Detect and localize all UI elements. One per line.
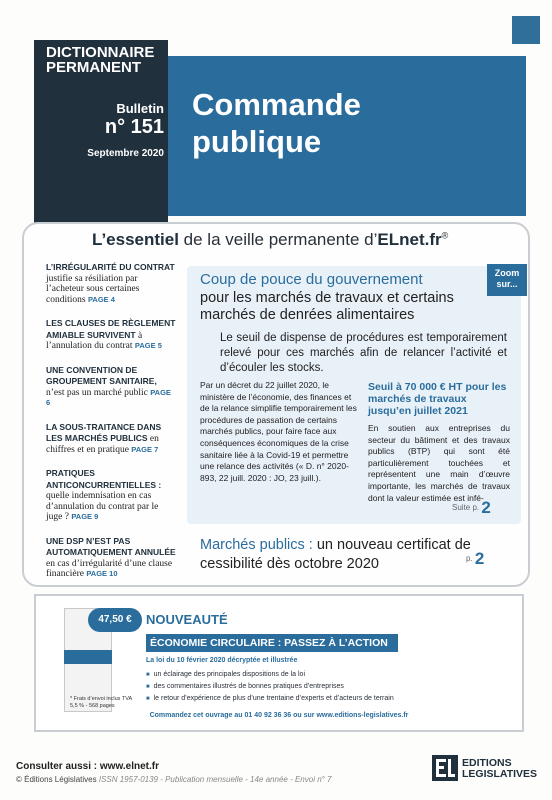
sidebar-item[interactable] xyxy=(46,422,176,456)
sidebar-item[interactable] xyxy=(46,365,176,409)
sidebar-item-page[interactable]: PAGE 9 xyxy=(71,512,99,521)
essentiel-rest: de la veille permanente d’ xyxy=(178,230,378,249)
issn-text: ISSN 1957-0139 - Publication mensuelle - 14e année - Envoi n° 7 xyxy=(96,775,332,784)
zoom-body-right: En soutien aux entreprises du secteur du bâtiment et des travaux publics (BTP) qui sont été particulièrement touchées et représentent une main d’œuvre importante, les marchés de travaux dont la valeur estimée est infé- xyxy=(368,423,510,503)
bulletin-date: Septembre 2020 xyxy=(87,148,164,159)
marches-page: 2 xyxy=(474,549,485,568)
marches-page-label: p. xyxy=(466,554,473,564)
copyright-text: © Éditions Législatives xyxy=(16,775,97,784)
sidebar-item-caps: PRATIQUES ANTICONCURRENTIELLES : xyxy=(46,468,162,490)
page-title: Commande publique xyxy=(192,87,361,159)
book-bullets xyxy=(146,669,394,706)
zoom-body-left: Par un décret du 22 juillet 2020, le ministère de l’économie, des finances et de la relance simplifie temporairement les procédures de passation de certains marchés publics, pour faire face aux conséquences économiques de la crise sanitaire liée à la Covid-19 et permettre une relance des activités (« D. n° 2020-893, 22 juill. 2020 : JO, 23 juill.). xyxy=(200,380,357,483)
essentiel-strong: L’essentiel xyxy=(92,230,179,249)
marches-page-link[interactable] xyxy=(466,549,484,569)
consult-link[interactable]: Consulter aussi : www.elnet.fr xyxy=(16,761,159,772)
essentiel-brand[interactable]: ELnet.fr xyxy=(377,230,442,249)
sidebar-item-page[interactable]: PAGE 5 xyxy=(134,341,162,350)
book-cover-strip xyxy=(64,650,112,664)
marches-lead: Marchés publics : xyxy=(200,537,313,553)
dictionary-label: DICTIONNAIRE PERMANENT xyxy=(46,44,155,76)
marches-headline[interactable] xyxy=(200,536,472,574)
sidebar-item-text: à l’annulation du contrat xyxy=(46,330,143,351)
sidebar-item-caps: UNE DSP N’EST PAS AUTOMATIQUEMENT ANNULÉE xyxy=(46,535,176,557)
sidebar-item[interactable] xyxy=(46,262,176,305)
sidebar-item-caps: LES CLAUSES DE RÈGLEMENT AMIABLE SURVIVENT xyxy=(46,318,176,340)
zoom-tag: Zoom sur... xyxy=(487,264,527,296)
bulletin-label: Bulletin xyxy=(116,101,164,116)
order-cta[interactable]: Commandez cet ouvrage au 01 40 92 36 36 ou sur www.editions-legislatives.fr xyxy=(149,712,409,719)
suite-page: 2 xyxy=(481,498,491,517)
sidebar-item[interactable] xyxy=(46,318,176,352)
sidebar-item-page[interactable]: PAGE 7 xyxy=(131,444,159,454)
book-intro: La loi du 10 février 2020 décryptée et illustrée xyxy=(146,657,298,664)
zoom-lead: Le seuil de dispense de procédures est temporairement relevé pour ces marchés afin de relancer l’activité et d’écouler les stocks. xyxy=(220,332,507,374)
sidebar xyxy=(46,262,176,593)
price-badge: 47,50 € xyxy=(88,608,142,632)
sidebar-item-text: justifie sa résiliation par l’acheteur sous certaines conditions xyxy=(46,273,140,305)
editions-logo-icon xyxy=(432,755,458,781)
logo-line2: LEGISLATIVES xyxy=(462,768,538,780)
marches-rest: un nouveau certificat de cessibilité dès octobre 2020 xyxy=(200,537,471,572)
price-note: * Frais d’envoi inclus TVA 5,5 % - 568 pages xyxy=(70,696,132,709)
book-title: ÉCONOMIE CIRCULAIRE : PASSEZ À L’ACTION xyxy=(146,634,398,652)
corner-square xyxy=(512,16,540,44)
logo-line1: EDITIONS xyxy=(462,757,512,769)
editions-logo-text xyxy=(462,758,537,780)
list-item: ■ des commentaires illustrés de bonnes pratiques d’entreprises xyxy=(146,681,394,693)
nouveaute-title: NOUVEAUTÉ xyxy=(146,612,228,627)
sidebar-item-page[interactable]: PAGE 4 xyxy=(87,294,115,304)
sidebar-item-caps: UNE CONVENTION DE GROUPEMENT SANITAIRE, xyxy=(46,364,157,386)
sidebar-item-caps: L’IRRÉGULARITÉ DU CONTRAT xyxy=(46,262,175,272)
zoom-subheading: Seuil à 70 000 € HT pour les marchés de travaux jusqu’en juillet 2021 xyxy=(368,381,507,417)
list-item: ■ le retour d’expérience de plus d’une trentaine d’experts et d’acteurs de terrain xyxy=(146,693,394,705)
sidebar-item-page[interactable]: PAGE 10 xyxy=(86,569,118,578)
sidebar-item-text: quelle indemnisation en cas d’annulation du contrat par le juge ? xyxy=(46,491,159,522)
sidebar-item-page[interactable]: PAGE 6 xyxy=(46,387,171,407)
zoom-subtitle: pour les marchés de travaux et certains marchés de denrées alimentaires xyxy=(200,290,454,323)
suite-label: Suite p. xyxy=(452,503,480,513)
copyright xyxy=(16,775,332,784)
sidebar-item[interactable] xyxy=(46,468,176,523)
list-item: ■ un éclairage des principales dispositions de la loi xyxy=(146,669,394,681)
sidebar-item-text: n’est pas un marché public xyxy=(46,387,151,398)
suite-link[interactable] xyxy=(452,498,491,518)
zoom-title: Coup de pouce du gouvernement xyxy=(200,271,423,288)
sidebar-item-caps: LA SOUS-TRAITANCE DANS LES MARCHÉS PUBLICS xyxy=(46,421,162,443)
sidebar-item-text: en cas d’irrégularité d’une clause financière xyxy=(46,558,173,579)
sidebar-item[interactable] xyxy=(46,536,176,580)
bulletin-number: n° 151 xyxy=(104,116,164,138)
sidebar-item-text: en chiffres et en pratique xyxy=(46,434,159,455)
essentiel-heading xyxy=(92,230,512,250)
essentiel-reg: ® xyxy=(441,230,449,241)
